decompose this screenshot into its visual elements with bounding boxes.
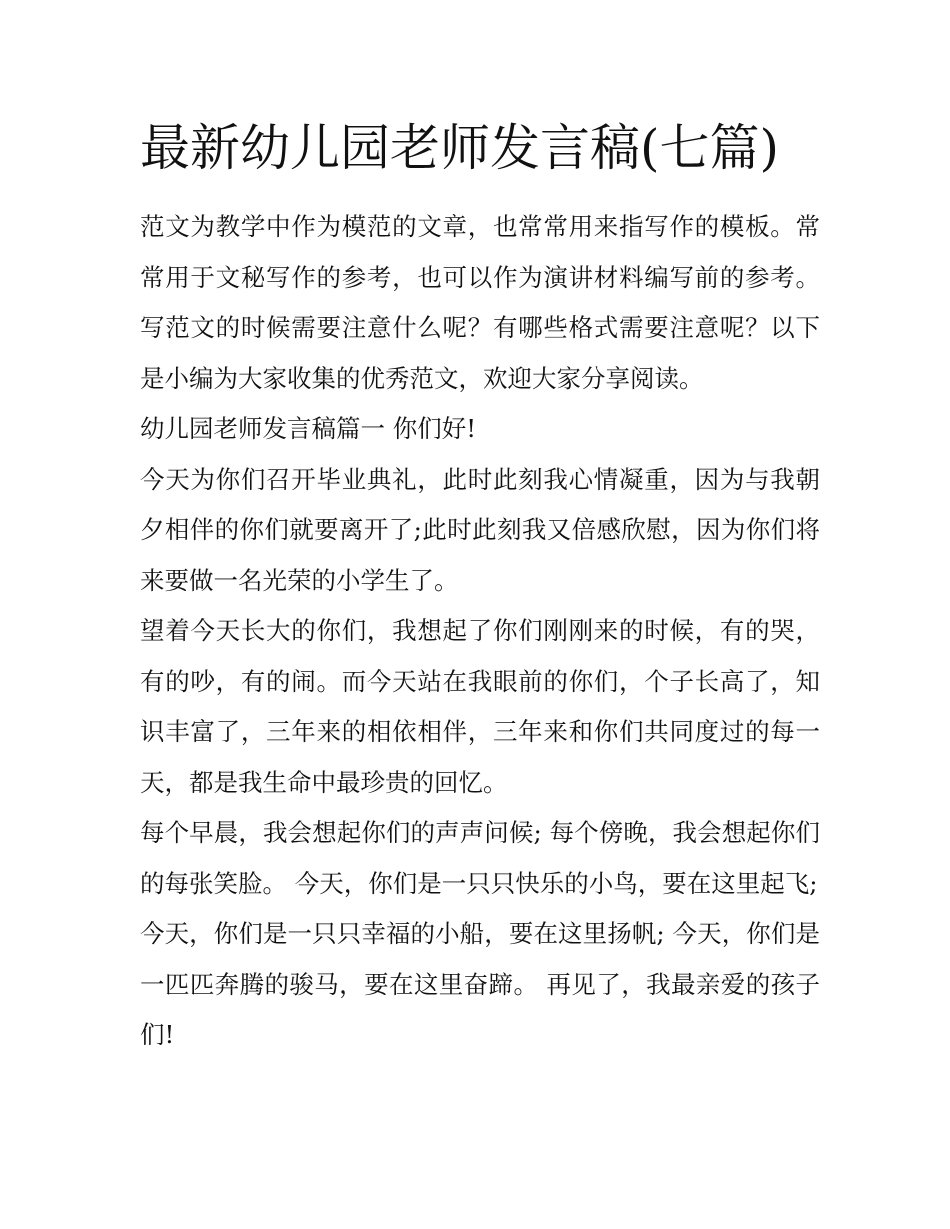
paragraph-section-heading: 幼儿园老师发言稿篇一 你们好! xyxy=(140,414,477,443)
paragraph-morning-evening: 每个早晨，我会想起你们的声声问候; 每个傍晚，我会想起你们的每张笑脸。 今天，你们是一只只快乐的小鸟，要在这里起飞; xyxy=(140,818,820,898)
paragraph-memories: 望着今天长大的你们，我想起了你们刚刚来的时候，有的哭，有的吵，有的闹。而今天站在我眼前的你们，个子长高了，知识丰富了，三年来的相依相伴，三年来和你们共同度过的每一天，都是我生命中最珍贵的回忆。 xyxy=(140,616,820,797)
document-title: 最新幼儿园老师发言稿(七篇) xyxy=(140,119,780,177)
paragraph-farewell: 今天，你们是一只只幸福的小船，要在这里扬帆; 今天，你们是一匹匹奔腾的骏马，要在这里奋蹄。 再见了，我最亲爱的孩子们! xyxy=(140,919,820,1049)
paragraph-graduation: 今天为你们召开毕业典礼，此时此刻我心情凝重，因为与我朝夕相伴的你们就要离开了;此时此刻我又倍感欣慰，因为你们将来要做一名光荣的小学生了。 xyxy=(140,464,820,595)
paragraph-intro: 范文为教学中作为模范的文章，也常常用来指写作的模板。常常用于文秘写作的参考，也可以作为演讲材料编写前的参考。写范文的时候需要注意什么呢？有哪些格式需要注意呢？以下是小编为大家收集的优秀范文，欢迎大家分享阅读。 xyxy=(140,212,820,393)
document-body xyxy=(140,202,820,1061)
